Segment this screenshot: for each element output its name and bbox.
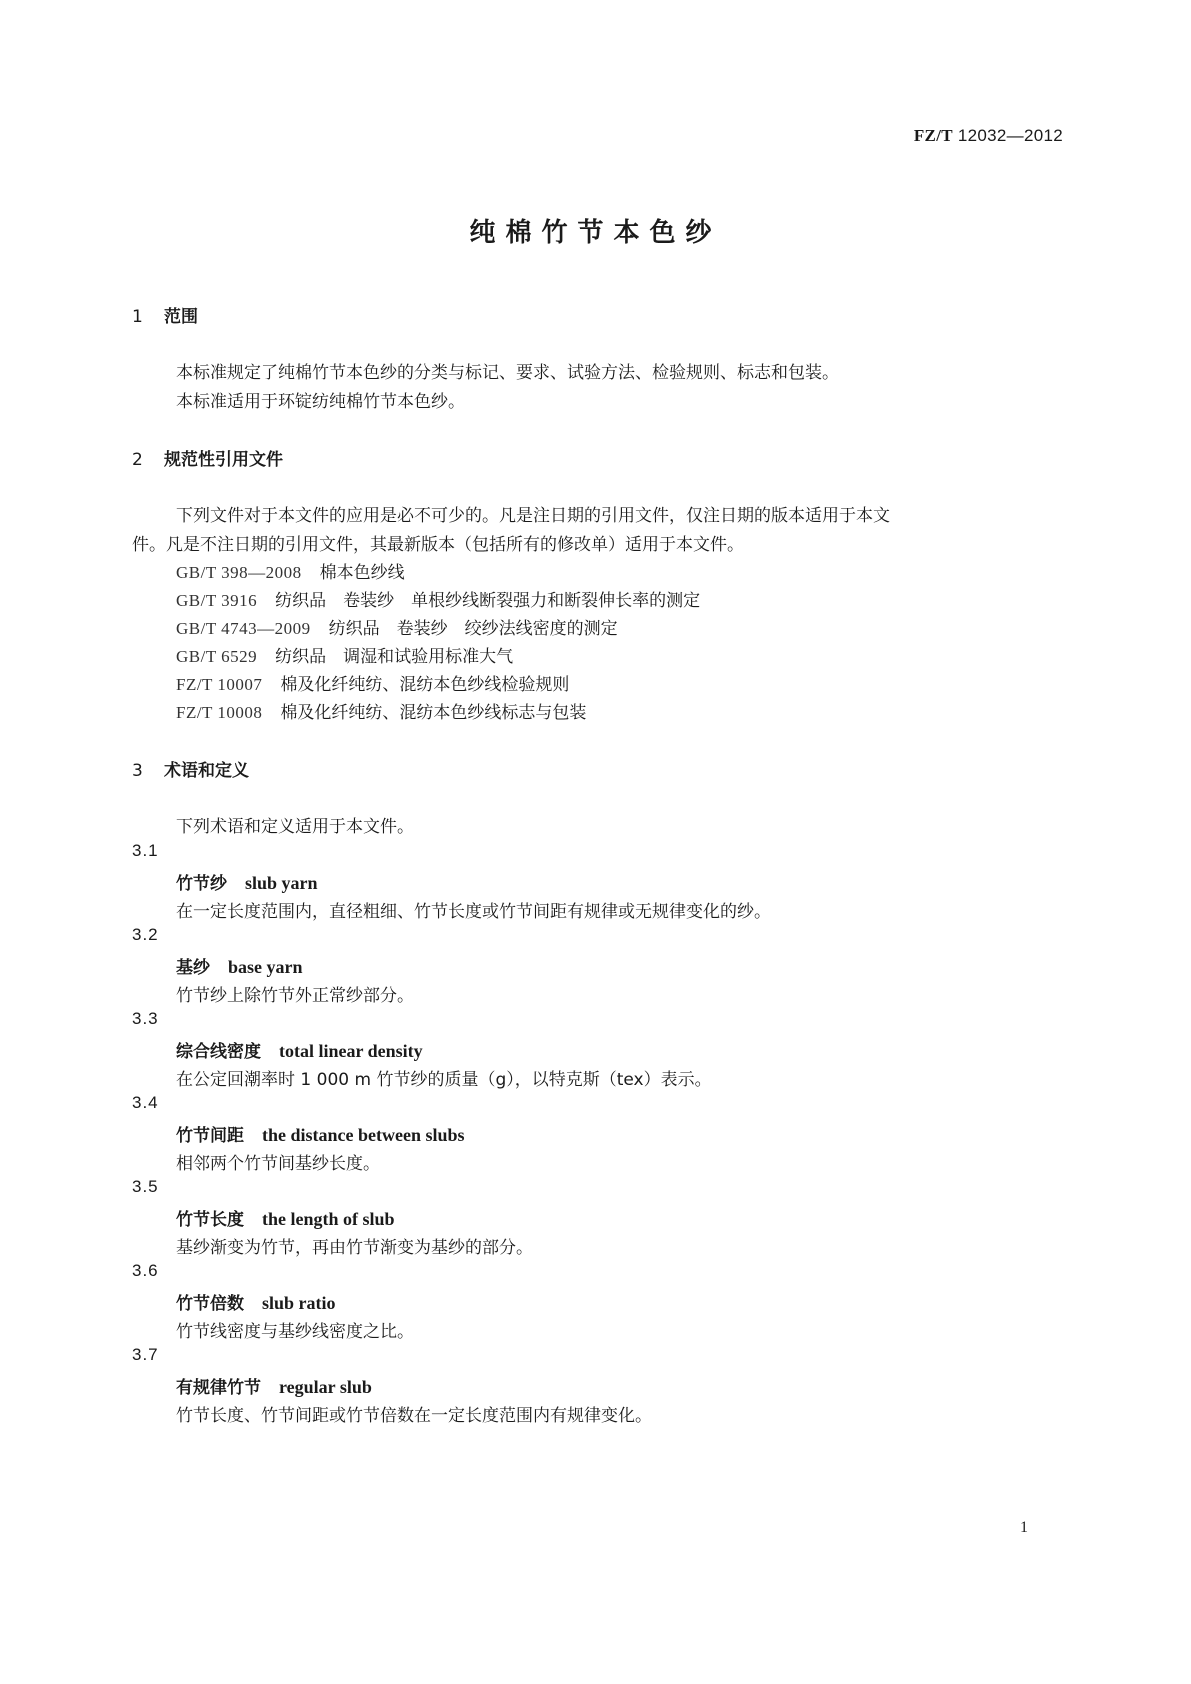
reference-code: FZ/T 10007: [176, 675, 263, 694]
section-title: 术语和定义: [164, 761, 249, 781]
term-heading: [176, 953, 303, 978]
section-number: 1: [132, 307, 143, 327]
term-definition: 竹节纱上除竹节外正常纱部分。: [176, 986, 414, 1006]
reference-item: [176, 558, 405, 583]
term-zh: 有规律竹节: [176, 1378, 261, 1398]
section-title: 规范性引用文件: [164, 450, 283, 470]
section-1-paragraph: 本标准规定了纯棉竹节本色纱的分类与标记、要求、试验方法、检验规则、标志和包装。: [176, 363, 839, 383]
term-zh: 竹节倍数: [176, 1294, 244, 1314]
term-definition: 竹节线密度与基纱线密度之比。: [176, 1322, 414, 1342]
term-heading: [176, 1037, 423, 1062]
document-title: 纯棉竹节本色纱: [469, 218, 722, 248]
reference-item: [176, 614, 618, 639]
section-title: 范围: [164, 307, 198, 327]
reference-title: 纺织品 卷装纱 绞纱法线密度的测定: [328, 619, 618, 639]
term-number: 3.3: [132, 1009, 159, 1028]
term-zh: 综合线密度: [176, 1042, 261, 1062]
reference-title: 棉及化纤纯纺、混纺本色纱线标志与包装: [280, 703, 587, 723]
term-heading: [176, 1289, 336, 1314]
reference-item: [176, 586, 700, 611]
term-number: 3.1: [132, 841, 159, 860]
standard-number: 12032—2012: [957, 126, 1063, 145]
term-zh: 竹节纱: [176, 874, 227, 894]
term-zh: 基纱: [176, 958, 210, 978]
term-en: regular slub: [279, 1377, 372, 1397]
section-3-heading: [132, 756, 249, 781]
term-number: 3.6: [132, 1261, 159, 1280]
standard-code: [914, 126, 1063, 146]
reference-item: [176, 698, 586, 723]
reference-code: GB/T 6529: [176, 647, 258, 666]
term-en: base yarn: [228, 957, 303, 977]
term-heading: [176, 1205, 395, 1230]
term-number: 3.4: [132, 1093, 159, 1112]
term-definition: 在公定回潮率时 1 000 m 竹节纱的质量（g），以特克斯（tex）表示。: [176, 1070, 712, 1090]
section-2-intro-line: 件。凡是不注日期的引用文件，其最新版本（包括所有的修改单）适用于本文件。: [132, 535, 744, 555]
term-definition: 竹节长度、竹节间距或竹节倍数在一定长度范围内有规律变化。: [176, 1406, 652, 1426]
standard-prefix: FZ/T: [913, 126, 953, 145]
term-heading: [176, 1373, 372, 1398]
term-en: total linear density: [279, 1041, 423, 1061]
reference-code: FZ/T 10008: [176, 703, 263, 722]
term-zh: 竹节长度: [176, 1210, 244, 1230]
reference-code: GB/T 4743—2009: [176, 619, 311, 638]
section-1-heading: [132, 302, 198, 327]
term-number: 3.7: [132, 1345, 159, 1364]
page-number: 1: [1020, 1519, 1028, 1536]
term-definition: 基纱渐变为竹节，再由竹节渐变为基纱的部分。: [176, 1238, 533, 1258]
term-en: slub ratio: [262, 1293, 336, 1313]
section-2-intro-line: 下列文件对于本文件的应用是必不可少的。凡是注日期的引用文件，仅注日期的版本适用于本文: [176, 506, 890, 526]
term-zh: 竹节间距: [176, 1126, 244, 1146]
term-en: the length of slub: [262, 1209, 395, 1229]
reference-code: GB/T 398—2008: [176, 563, 302, 582]
section-3-intro: 下列术语和定义适用于本文件。: [176, 817, 414, 837]
reference-item: [176, 642, 513, 667]
reference-item: [176, 670, 569, 695]
reference-title: 棉本色纱线: [319, 563, 405, 583]
term-definition: 相邻两个竹节间基纱长度。: [176, 1154, 380, 1174]
section-2-heading: [132, 445, 283, 470]
term-heading: [176, 1121, 465, 1146]
reference-title: 纺织品 调湿和试验用标准大气: [275, 647, 514, 667]
section-number: 3: [132, 761, 143, 781]
term-definition: 在一定长度范围内，直径粗细、竹节长度或竹节间距有规律或无规律变化的纱。: [176, 902, 771, 922]
term-number: 3.5: [132, 1177, 159, 1196]
term-heading: [176, 869, 318, 894]
section-1-paragraph: 本标准适用于环锭纺纯棉竹节本色纱。: [176, 392, 465, 412]
reference-title: 棉及化纤纯纺、混纺本色纱线检验规则: [280, 675, 570, 695]
term-en: slub yarn: [245, 873, 318, 893]
section-number: 2: [132, 450, 143, 470]
term-en: the distance between slubs: [262, 1125, 465, 1145]
reference-code: GB/T 3916: [176, 591, 258, 610]
reference-title: 纺织品 卷装纱 单根纱线断裂强力和断裂伸长率的测定: [275, 591, 701, 611]
term-number: 3.2: [132, 925, 159, 944]
